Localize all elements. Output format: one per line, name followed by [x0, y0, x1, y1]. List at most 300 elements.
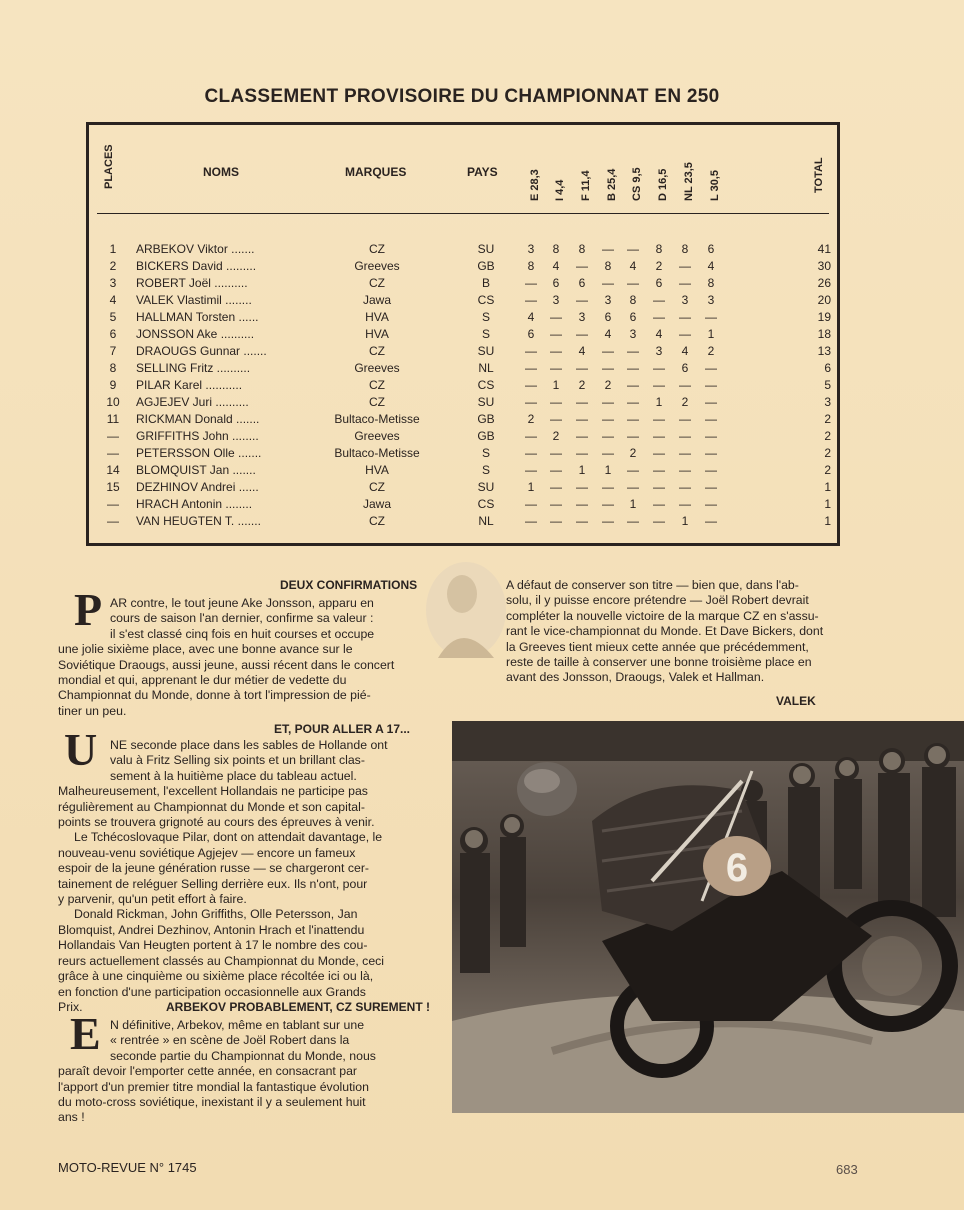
row-total: 1: [824, 480, 831, 494]
row-total: 3: [824, 395, 831, 409]
row-score: —: [525, 497, 537, 511]
table-row: [89, 343, 837, 360]
row-pays: GB: [477, 412, 495, 426]
row-score: —: [576, 361, 588, 375]
row-score: 3: [681, 293, 689, 307]
row-score: 8: [552, 242, 560, 256]
row-score: 1: [655, 395, 663, 409]
text-line: paraît devoir l'emporter cette année, en consacrant par: [58, 1064, 358, 1079]
header-event-4: CS 9,5: [631, 167, 643, 201]
row-marque: Greeves: [354, 361, 400, 375]
row-place: 9: [109, 378, 117, 392]
row-name: RICKMAN Donald .......: [136, 412, 260, 426]
row-score: 2: [527, 412, 535, 426]
row-pays: GB: [477, 259, 495, 273]
row-score: —: [679, 259, 691, 273]
row-name: HALLMAN Torsten ......: [136, 310, 259, 324]
text-line: compléter la nouvelle victoire de la marque CZ en s'assu-: [506, 608, 819, 623]
row-place: —: [107, 514, 119, 528]
row-pays: SU: [477, 395, 495, 409]
row-score: —: [550, 480, 562, 494]
row-name: SELLING Fritz ..........: [136, 361, 251, 375]
row-total: 13: [817, 344, 831, 358]
row-score: —: [576, 429, 588, 443]
row-score: —: [653, 378, 665, 392]
row-score: 2: [604, 378, 612, 392]
row-total: 2: [824, 429, 831, 443]
row-score: —: [653, 429, 665, 443]
row-score: 3: [552, 293, 560, 307]
row-marque: CZ: [369, 242, 385, 256]
row-score: 6: [655, 276, 663, 290]
row-score: —: [525, 429, 537, 443]
row-score: —: [550, 327, 562, 341]
row-score: —: [679, 327, 691, 341]
row-name: JONSSON Ake ..........: [136, 327, 255, 341]
text-line: avant des Jonsson, Draougs, Valek et Hallman.: [506, 670, 765, 685]
row-marque: CZ: [369, 378, 385, 392]
header-pays: PAYS: [467, 165, 498, 179]
caption-valek: VALEK: [776, 694, 816, 708]
row-score: 2: [707, 344, 715, 358]
text-line: du moto-cross soviétique, inexistant il y a seulement huit: [58, 1095, 366, 1110]
text-line: ans !: [58, 1110, 85, 1125]
section-text-deux-confirmations: [58, 596, 440, 719]
text-line: Blomquist, Andrei Dezhinov, Antonin Hrach et l'inattendu: [58, 922, 365, 937]
dropcap-p: P: [74, 584, 103, 635]
section-text-right-column: [506, 578, 866, 686]
row-pays: NL: [478, 361, 494, 375]
row-marque: HVA: [365, 310, 389, 324]
table-row: [89, 479, 837, 496]
row-score: —: [550, 395, 562, 409]
row-score: —: [550, 514, 562, 528]
row-score: 2: [681, 395, 689, 409]
row-total: 6: [824, 361, 831, 375]
row-score: 6: [578, 276, 586, 290]
row-score: 8: [578, 242, 586, 256]
row-place: 2: [109, 259, 117, 273]
row-score: —: [627, 276, 639, 290]
row-pays: S: [481, 463, 490, 477]
row-score: —: [525, 344, 537, 358]
row-score: —: [602, 514, 614, 528]
row-score: —: [602, 497, 614, 511]
text-line: A défaut de conserver son titre — bien que, dans l'ab-: [506, 578, 799, 592]
text-line: y parvenir, qu'un petit effort à faire.: [58, 892, 247, 907]
row-score: —: [679, 429, 691, 443]
row-score: —: [525, 378, 537, 392]
header-event-1: I 4,4: [554, 179, 566, 201]
row-score: 6: [552, 276, 560, 290]
row-score: —: [705, 480, 717, 494]
row-score: —: [679, 497, 691, 511]
text-line: espoir de la jeune génération russe — se chargeront cer-: [58, 861, 370, 876]
row-score: 4: [655, 327, 663, 341]
row-score: 2: [655, 259, 663, 273]
row-score: 1: [578, 463, 586, 477]
row-score: —: [653, 463, 665, 477]
text-line: mondial et qui, apprenant le dur métier de vedette du: [58, 673, 347, 688]
row-score: —: [627, 429, 639, 443]
text-line: « rentrée » en scène de Joël Robert dans la: [110, 1033, 350, 1048]
row-score: 8: [527, 259, 535, 273]
text-line: reurs actuellement classés au Championnat du Monde, ceci: [58, 953, 385, 968]
row-score: —: [525, 395, 537, 409]
row-score: —: [525, 276, 537, 290]
row-place: 7: [109, 344, 117, 358]
row-score: —: [525, 514, 537, 528]
row-score: —: [602, 361, 614, 375]
table-row: [89, 411, 837, 428]
text-line: grâce à une cinquième ou sixième place récoltée ici ou là,: [58, 969, 374, 984]
text-line: Championnat du Monde, donne à tort l'impression de pié-: [58, 688, 371, 703]
row-score: —: [705, 412, 717, 426]
row-name: DRAOUGS Gunnar .......: [136, 344, 267, 358]
header-total: TOTAL: [813, 157, 825, 193]
row-place: 10: [106, 395, 120, 409]
row-score: —: [653, 361, 665, 375]
row-score: 6: [527, 327, 535, 341]
row-score: —: [602, 429, 614, 443]
text-line: Malheureusement, l'excellent Hollandais ne participe pas: [58, 784, 368, 799]
text-line: Prix.: [58, 999, 83, 1014]
row-score: —: [576, 395, 588, 409]
text-line: points se trouvera grignoté au cours des épreuves à venir.: [58, 815, 375, 830]
row-place: —: [107, 497, 119, 511]
row-score: —: [653, 446, 665, 460]
row-score: —: [525, 463, 537, 477]
row-score: —: [576, 293, 588, 307]
row-marque: CZ: [369, 395, 385, 409]
row-score: 1: [552, 378, 560, 392]
footer-page-number: 683: [836, 1162, 858, 1177]
row-score: —: [602, 344, 614, 358]
row-pays: B: [481, 276, 490, 290]
row-score: —: [679, 310, 691, 324]
row-score: —: [602, 446, 614, 460]
table-row: [89, 377, 837, 394]
header-event-2: F 11,4: [580, 170, 592, 201]
row-score: —: [653, 293, 665, 307]
text-line: Soviétique Draougs, aussi jeune, aussi récent dans le concert: [58, 657, 395, 672]
row-place: 4: [109, 293, 117, 307]
row-name: AGJEJEV Juri ..........: [136, 395, 249, 409]
table-row: [89, 360, 837, 377]
row-score: —: [679, 378, 691, 392]
row-score: —: [705, 361, 717, 375]
text-line: sement à la huitième place du tableau actuel.: [110, 768, 357, 783]
row-score: 3: [527, 242, 535, 256]
table-row: [89, 326, 837, 343]
row-place: 5: [109, 310, 117, 324]
header-event-5: D 16,5: [657, 168, 669, 201]
header-rule: [97, 213, 829, 214]
race-photo: [452, 721, 964, 1113]
row-place: 11: [106, 412, 120, 426]
row-score: 8: [681, 242, 689, 256]
row-pays: S: [481, 327, 490, 341]
row-pays: S: [481, 446, 490, 460]
row-score: 3: [629, 327, 637, 341]
row-pays: CS: [477, 293, 495, 307]
row-score: —: [576, 259, 588, 273]
text-line: Hollandais Van Heugten portent à 17 le nombre des cou-: [58, 938, 368, 953]
row-score: —: [627, 378, 639, 392]
row-score: —: [525, 293, 537, 307]
row-score: 2: [629, 446, 637, 460]
row-marque: Jawa: [362, 497, 391, 511]
row-score: —: [550, 361, 562, 375]
row-score: —: [705, 514, 717, 528]
row-score: 3: [578, 310, 586, 324]
row-score: —: [679, 480, 691, 494]
text-line: tainement de reléguer Selling derrière eux. Ils n'ont, pour: [58, 876, 368, 891]
row-score: —: [550, 463, 562, 477]
row-score: —: [705, 378, 717, 392]
row-score: 6: [604, 310, 612, 324]
row-name: GRIFFITHS John ........: [136, 429, 259, 443]
row-score: —: [653, 480, 665, 494]
row-score: —: [602, 412, 614, 426]
row-score: —: [705, 446, 717, 460]
row-score: —: [627, 412, 639, 426]
row-name: BICKERS David .........: [136, 259, 257, 273]
row-pays: S: [481, 310, 490, 324]
text-line: Le Tchécoslovaque Pilar, dont on attendait davantage, le: [74, 830, 383, 845]
row-name: PETERSSON Olle .......: [136, 446, 262, 460]
section-heading-pour-aller-a-17: ET, POUR ALLER A 17...: [274, 722, 411, 736]
table-row: [89, 462, 837, 479]
row-score: —: [627, 361, 639, 375]
row-name: VALEK Vlastimil ........: [136, 293, 252, 307]
row-score: —: [653, 514, 665, 528]
row-score: —: [627, 395, 639, 409]
section-heading-deux-confirmations: DEUX CONFIRMATIONS: [280, 578, 418, 592]
row-score: 8: [655, 242, 663, 256]
row-score: —: [576, 480, 588, 494]
row-place: 1: [109, 242, 117, 256]
row-score: 4: [681, 344, 689, 358]
row-score: —: [576, 446, 588, 460]
row-name: BLOMQUIST Jan .......: [136, 463, 256, 477]
text-line: N définitive, Arbekov, même en tablant sur une: [110, 1018, 365, 1032]
text-line: tiner un peu.: [58, 703, 127, 718]
row-marque: CZ: [369, 480, 385, 494]
row-score: 4: [629, 259, 637, 273]
row-total: 2: [824, 463, 831, 477]
row-score: —: [602, 395, 614, 409]
text-line: la Greeves tient mieux cette année que précédemment,: [506, 639, 809, 654]
row-place: 6: [109, 327, 117, 341]
row-total: 30: [817, 259, 831, 273]
row-score: 2: [552, 429, 560, 443]
row-pays: SU: [477, 344, 495, 358]
table-row: [89, 241, 837, 258]
header-event-7: L 30,5: [709, 170, 721, 201]
row-score: —: [576, 327, 588, 341]
section-heading-arbekov: ARBEKOV PROBABLEMENT, CZ SUREMENT !: [166, 1000, 431, 1014]
row-score: —: [550, 497, 562, 511]
text-line: NE seconde place dans les sables de Hollande ont: [110, 738, 388, 752]
row-score: —: [705, 429, 717, 443]
text-line: solu, il y puisse encore prétendre — Joël Robert devrait: [506, 593, 809, 608]
row-score: 4: [604, 327, 612, 341]
text-line: Donald Rickman, John Griffiths, Olle Petersson, Jan: [74, 907, 358, 922]
row-pays: SU: [477, 242, 495, 256]
row-score: —: [602, 480, 614, 494]
text-line: il s'est classé cinq fois en huit courses et occupe: [110, 626, 375, 641]
row-score: 1: [527, 480, 535, 494]
row-name: PILAR Karel ...........: [136, 378, 243, 392]
header-event-3: B 25,4: [606, 168, 618, 201]
table-row: [89, 394, 837, 411]
row-place: —: [107, 446, 119, 460]
row-marque: CZ: [369, 344, 385, 358]
row-score: 3: [655, 344, 663, 358]
row-score: —: [576, 514, 588, 528]
text-line: l'apport d'un premier titre mondial la fantastique évolution: [58, 1079, 369, 1094]
row-marque: CZ: [369, 514, 385, 528]
row-score: 8: [629, 293, 637, 307]
row-score: 3: [707, 293, 715, 307]
row-name: DEZHINOV Andrei ......: [136, 480, 259, 494]
text-line: cours de saison l'an dernier, confirme sa valeur :: [110, 611, 374, 626]
row-score: —: [627, 344, 639, 358]
header-noms: NOMS: [203, 165, 239, 179]
table-row: [89, 496, 837, 513]
row-score: —: [627, 480, 639, 494]
row-place: 8: [109, 361, 117, 375]
row-score: —: [679, 463, 691, 477]
text-line: AR contre, le tout jeune Ake Jonsson, apparu en: [110, 596, 374, 610]
row-score: 8: [707, 276, 715, 290]
row-marque: CZ: [369, 276, 385, 290]
row-total: 26: [817, 276, 831, 290]
row-total: 1: [824, 514, 831, 528]
row-score: 1: [681, 514, 689, 528]
text-line: nouveau-venu soviétique Agjejev — encore un fameux: [58, 845, 356, 860]
row-marque: Greeves: [354, 429, 400, 443]
row-score: —: [602, 276, 614, 290]
row-score: 4: [527, 310, 535, 324]
text-line: rant le vice-championnat du Monde. Et Dave Bickers, dont: [506, 624, 824, 639]
row-total: 2: [824, 412, 831, 426]
row-score: 6: [681, 361, 689, 375]
text-line: en fonction d'une participation occasionnelle aux Grands: [58, 984, 366, 999]
row-score: 4: [578, 344, 586, 358]
row-name: HRACH Antonin ........: [136, 497, 253, 511]
row-marque: Bultaco-Metisse: [334, 446, 420, 460]
row-score: 2: [578, 378, 586, 392]
row-score: —: [550, 412, 562, 426]
row-score: —: [679, 446, 691, 460]
dropcap-u: U: [64, 724, 98, 775]
section-text-arbekov: [58, 1018, 440, 1126]
row-score: —: [653, 497, 665, 511]
text-line: valu à Fritz Selling six points et un brillant clas-: [110, 753, 365, 768]
row-total: 41: [817, 242, 831, 256]
dropcap-e: E: [70, 1008, 101, 1059]
standings-table: [86, 122, 840, 546]
row-marque: HVA: [365, 463, 389, 477]
row-score: —: [653, 310, 665, 324]
row-place: 3: [109, 276, 117, 290]
row-score: 1: [604, 463, 612, 477]
table-row: [89, 275, 837, 292]
footer-magazine: MOTO-REVUE N° 1745: [58, 1160, 197, 1175]
row-score: 1: [707, 327, 715, 341]
row-score: 3: [604, 293, 612, 307]
row-pays: CS: [477, 378, 495, 392]
row-score: —: [627, 463, 639, 477]
row-score: —: [653, 412, 665, 426]
row-marque: Jawa: [362, 293, 391, 307]
row-name: ROBERT Joël ..........: [136, 276, 248, 290]
row-score: —: [679, 412, 691, 426]
row-score: 4: [707, 259, 715, 273]
row-name: VAN HEUGTEN T. .......: [136, 514, 261, 528]
row-marque: Bultaco-Metisse: [334, 412, 420, 426]
header-marques: MARQUES: [345, 165, 407, 179]
row-score: 6: [629, 310, 637, 324]
row-score: 4: [552, 259, 560, 273]
row-score: —: [679, 276, 691, 290]
table-row: [89, 258, 837, 275]
row-pays: NL: [478, 514, 494, 528]
row-score: 6: [707, 242, 715, 256]
row-total: 18: [817, 327, 831, 341]
row-total: 1: [824, 497, 831, 511]
portrait-photo: [424, 558, 508, 658]
row-score: —: [525, 446, 537, 460]
row-score: —: [525, 361, 537, 375]
row-score: —: [550, 310, 562, 324]
text-line: une jolie sixième place, avec une bonne avance sur le: [58, 642, 353, 657]
row-score: —: [705, 310, 717, 324]
text-line: seconde partie du Championnat du Monde, nous: [110, 1048, 376, 1063]
row-score: —: [602, 242, 614, 256]
row-score: —: [550, 446, 562, 460]
text-line: reste de taille à conserver une bonne troisième place en: [506, 655, 812, 670]
row-score: —: [627, 242, 639, 256]
row-total: 20: [817, 293, 831, 307]
table-row: [89, 445, 837, 462]
row-total: 19: [817, 310, 831, 324]
header-event-6: NL 23,5: [683, 162, 695, 201]
table-row: [89, 309, 837, 326]
row-score: —: [576, 497, 588, 511]
section-text-pour-aller-a-17: [58, 738, 440, 1015]
row-place: —: [107, 429, 119, 443]
row-pays: SU: [477, 480, 495, 494]
header-event-0: E 28,3: [529, 169, 541, 201]
row-name: ARBEKOV Viktor .......: [136, 242, 255, 256]
row-score: 8: [604, 259, 612, 273]
row-pays: CS: [477, 497, 495, 511]
table-row: [89, 513, 837, 530]
row-total: 5: [824, 378, 831, 392]
row-marque: HVA: [365, 327, 389, 341]
row-score: —: [576, 412, 588, 426]
row-place: 15: [106, 480, 120, 494]
row-total: 2: [824, 446, 831, 460]
row-marque: Greeves: [354, 259, 400, 273]
row-score: —: [627, 514, 639, 528]
header-places: PLACES: [103, 144, 115, 189]
table-row: [89, 292, 837, 309]
table-row: [89, 428, 837, 445]
